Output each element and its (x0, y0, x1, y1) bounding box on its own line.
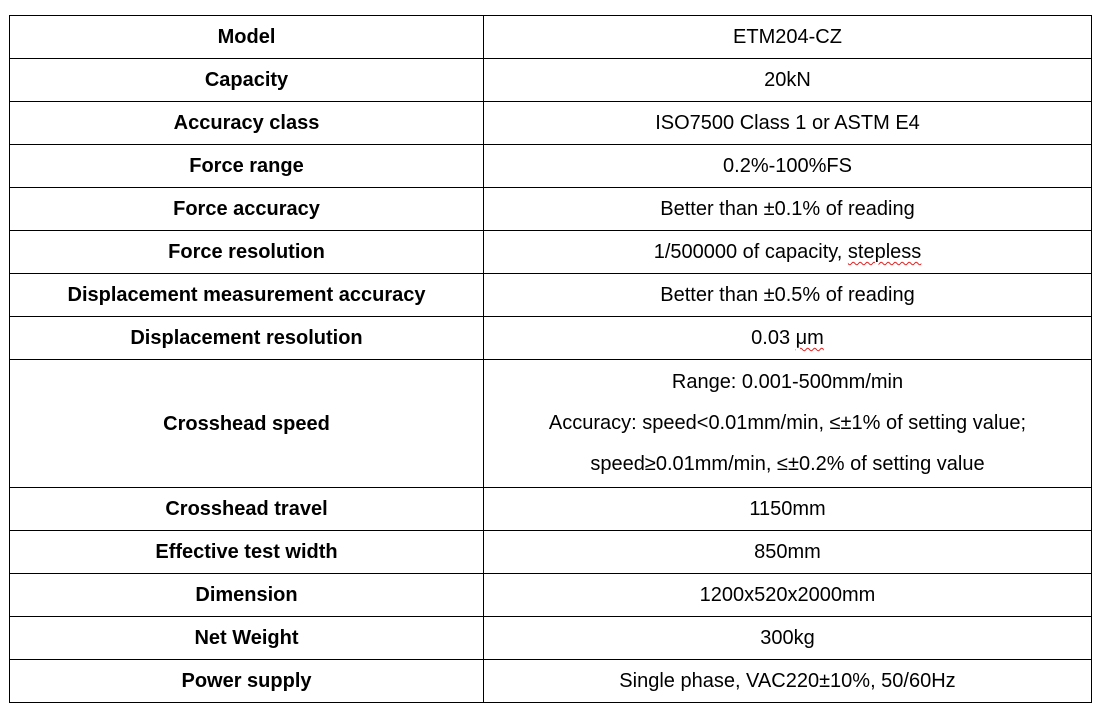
table-row (10, 617, 1092, 660)
spellcheck-flagged-word[interactable]: stepless (847, 241, 922, 263)
row-label: Power supply (10, 660, 484, 703)
row-value: Single phase, VAC220±10%, 50/60Hz (484, 660, 1092, 703)
row-value: Better than ±0.1% of reading (484, 188, 1092, 231)
row-label: Accuracy class (10, 102, 484, 145)
row-value: ISO7500 Class 1 or ASTM E4 (484, 102, 1092, 145)
row-label: Net Weight (10, 617, 484, 660)
table-row (10, 574, 1092, 617)
table-row (10, 360, 1092, 488)
row-value-multiline (484, 360, 1092, 488)
row-value: 0.2%-100%FS (484, 145, 1092, 188)
specification-table (9, 15, 1092, 703)
row-label: Crosshead speed (10, 360, 484, 488)
table-row (10, 274, 1092, 317)
row-value: Better than ±0.5% of reading (484, 274, 1092, 317)
row-label: Force accuracy (10, 188, 484, 231)
row-value: ETM204-CZ (484, 16, 1092, 59)
row-value: 850mm (484, 531, 1092, 574)
row-value: 1150mm (484, 488, 1092, 531)
row-label: Dimension (10, 574, 484, 617)
value-text: 0.03 (751, 327, 796, 349)
row-label: Displacement measurement accuracy (10, 274, 484, 317)
row-value: 1200x520x2000mm (484, 574, 1092, 617)
row-value: 300kg (484, 617, 1092, 660)
table-row (10, 488, 1092, 531)
value-line: Accuracy: speed<0.01mm/min, ≤±1% of setting value; (548, 412, 1027, 434)
row-value (484, 317, 1092, 360)
row-label: Model (10, 16, 484, 59)
row-label: Force resolution (10, 231, 484, 274)
table-row (10, 660, 1092, 703)
table-row (10, 317, 1092, 360)
table-row (10, 145, 1092, 188)
value-line: Range: 0.001-500mm/min (671, 371, 904, 393)
table-row (10, 188, 1092, 231)
value-line: speed≥0.01mm/min, ≤±0.2% of setting value (590, 453, 985, 475)
row-value (484, 231, 1092, 274)
row-label: Effective test width (10, 531, 484, 574)
row-label: Displacement resolution (10, 317, 484, 360)
table-row (10, 59, 1092, 102)
spellcheck-flagged-word[interactable]: μm (795, 327, 824, 349)
row-value: 20kN (484, 59, 1092, 102)
table-row (10, 531, 1092, 574)
row-label: Force range (10, 145, 484, 188)
row-label: Crosshead travel (10, 488, 484, 531)
table-row (10, 231, 1092, 274)
row-label: Capacity (10, 59, 484, 102)
value-text: 1/500000 of capacity, (653, 241, 848, 263)
table-row (10, 16, 1092, 59)
table-row (10, 102, 1092, 145)
